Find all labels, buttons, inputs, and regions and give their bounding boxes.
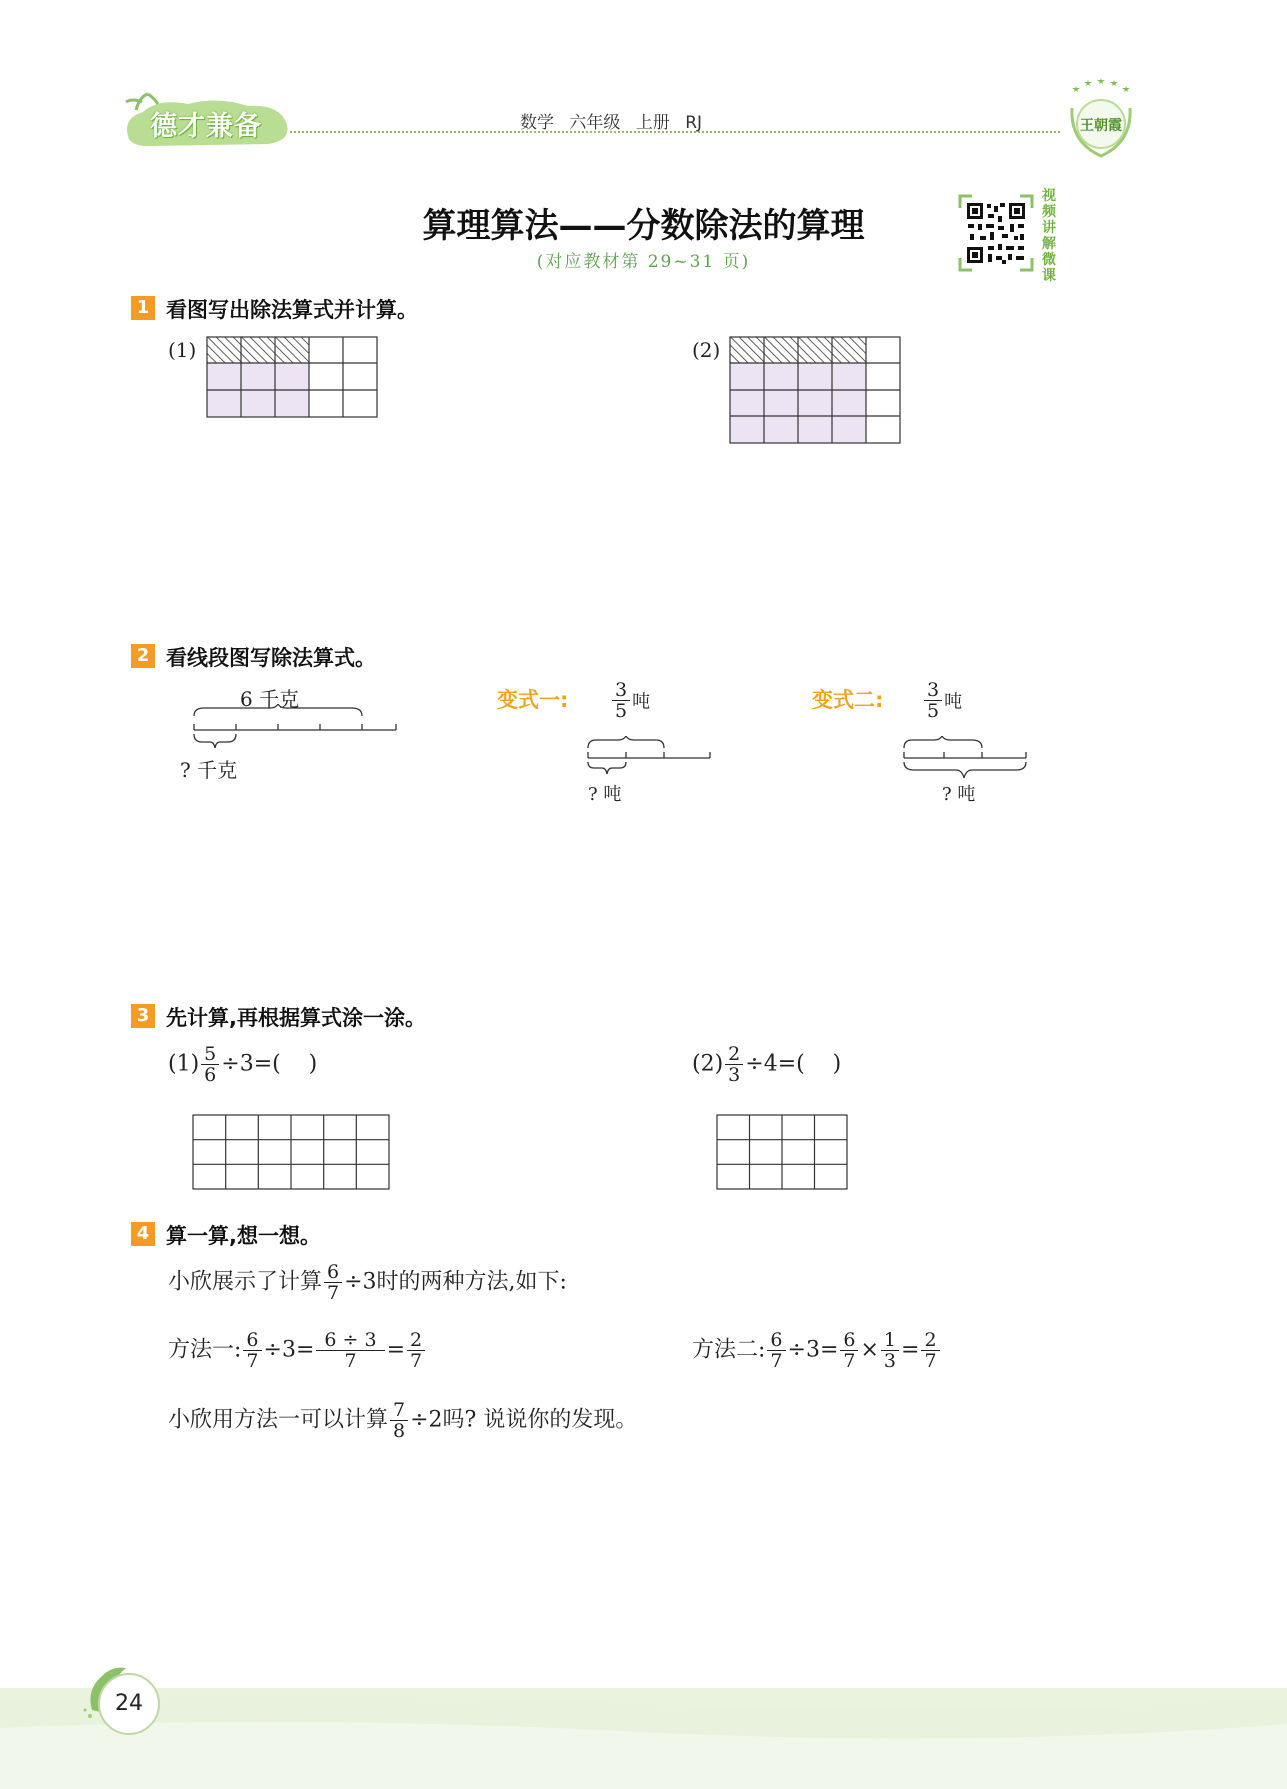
q2-d1-bottom-label: ? 千克 — [180, 758, 238, 782]
question-4-text: 算一算,想一想。 — [166, 1224, 321, 1248]
q4-intro: 小欣展示了计算 $\frac{6}{7}$ ÷3时的两种方法,如下: — [168, 1261, 567, 1304]
q2-variant1-bottom-label: ? 吨 — [588, 784, 622, 805]
q4-method-1: 方法一: $\frac{6}{7}$ ÷3= $\frac{6 \div 3}{7}$ = $\frac{2}{7}$ — [168, 1330, 427, 1371]
qr-side-label: 视频讲解微课 — [1042, 188, 1056, 284]
page-number: 24 — [98, 1673, 160, 1735]
q2-line-diagram-variant1 — [584, 736, 714, 778]
q4-question: 小欣用方法一可以计算 $\frac{7}{8}$ ÷2吗? 说说你的发现。 — [168, 1399, 638, 1442]
question-1-text: 看图写出除法算式并计算。 — [166, 298, 418, 322]
q2-variant1-label: 变式一: — [497, 688, 569, 712]
author-seal — [1066, 78, 1136, 162]
q2-variant2-bottom-label: ? 吨 — [942, 784, 976, 805]
footer-band — [0, 1688, 1287, 1789]
q4-method-2: 方法二: $\frac{6}{7}$ ÷3= $\frac{6}{7}$ × $\frac{1}{3}$ = $\frac{2}{7}$ — [692, 1330, 942, 1371]
q1-grid-2 — [729, 336, 903, 446]
qr-code-icon[interactable] — [958, 194, 1034, 272]
q3-grid-2[interactable] — [716, 1114, 850, 1192]
page-subtitle: (对应教材第 29~31 页) — [536, 252, 751, 272]
question-1-number: 1 — [131, 296, 155, 320]
brand-text: 德才兼备 — [150, 111, 262, 142]
q3-part1-expression: (1) $\frac{5}{6}$ ÷3=( ) — [168, 1043, 318, 1086]
q2-line-diagram-variant2 — [900, 736, 1030, 782]
subject-line: 数学 六年级 上册 RJ — [520, 113, 703, 133]
q3-part2-expression: (2) $\frac{2}{3}$ ÷4=( ) — [692, 1043, 842, 1086]
question-2-text: 看线段图写除法算式。 — [166, 646, 376, 670]
page-title: 算理算法——分数除法的算理 — [422, 206, 865, 246]
q1-part1-label: (1) — [168, 338, 197, 362]
q3-grid-1[interactable] — [192, 1114, 392, 1192]
question-3-text: 先计算,再根据算式涂一涂。 — [166, 1006, 426, 1030]
q2-variant1-fraction: $\frac{3}{5}$ 吨 — [610, 680, 650, 721]
question-2-number: 2 — [131, 644, 155, 668]
question-3-number: 3 — [131, 1004, 155, 1028]
q2-d1-top-label: 6 千克 — [240, 687, 300, 711]
question-4-number: 4 — [131, 1222, 155, 1246]
q2-variant2-fraction: $\frac{3}{5}$ 吨 — [922, 680, 962, 721]
q2-variant2-label: 变式二: — [812, 688, 884, 712]
q1-part2-label: (2) — [692, 338, 721, 362]
q1-grid-1 — [206, 336, 380, 420]
svg-text:王朝霞: 王朝霞 — [1080, 118, 1122, 134]
q2-line-diagram-1 — [190, 704, 400, 750]
